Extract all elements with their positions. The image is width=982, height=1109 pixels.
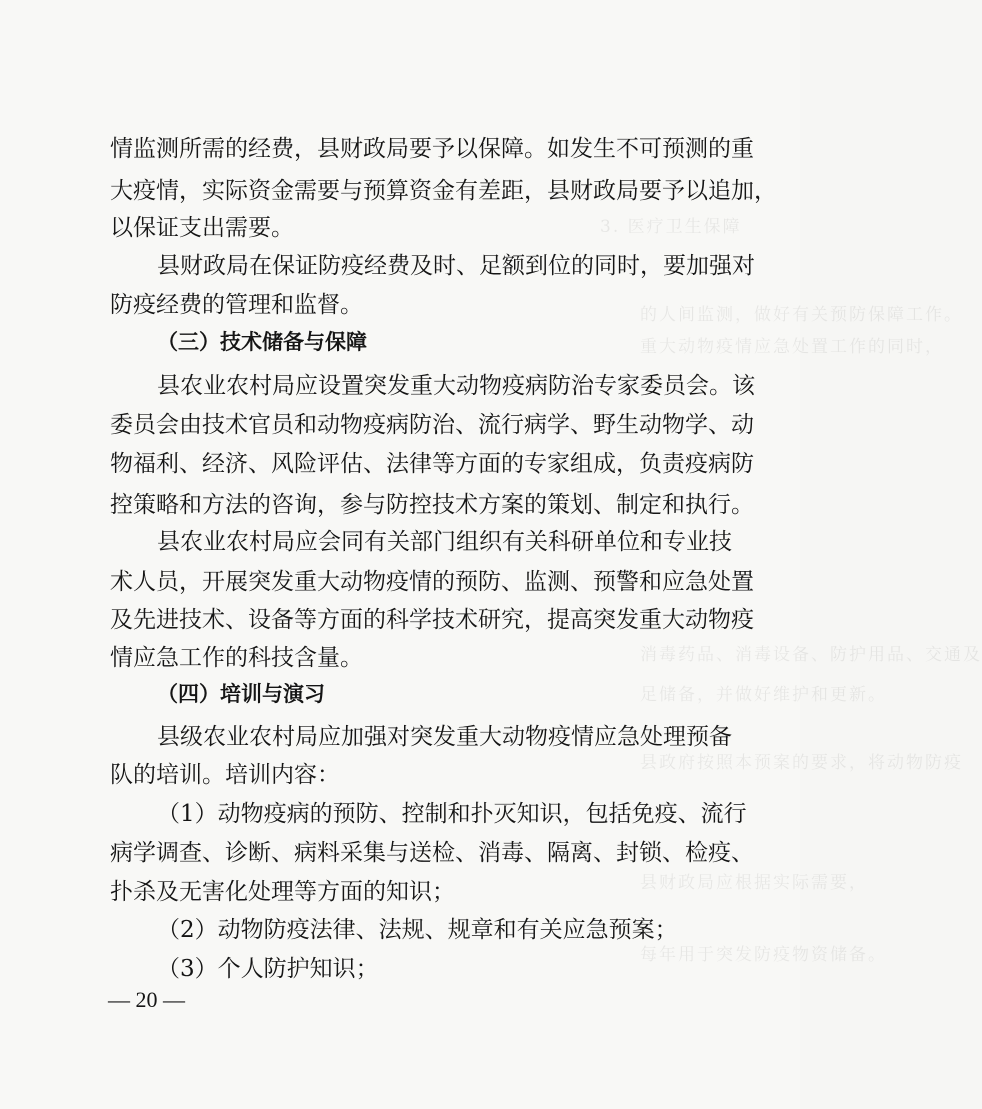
section-heading: （三）技术储备与保障 [157, 330, 367, 354]
bleed-through-text: 的人间监测，做好有关预防保障工作。 [640, 305, 963, 325]
body-line: 委员会由技术官员和动物疫病防治、流行病学、野生动物学、动 [110, 412, 754, 438]
bleed-through-text: 3. 医疗卫生保障 [600, 217, 742, 237]
body-line: 情应急工作的科技含量。 [110, 645, 363, 671]
body-line: 情监测所需的经费，县财政局要予以保障。如发生不可预测的重 [110, 136, 754, 162]
body-line: （3）个人防护知识； [157, 956, 379, 982]
section-heading: （四）培训与演习 [157, 682, 325, 706]
page-number: — 20 — [108, 987, 185, 1012]
bleed-through-text: 足储备，并做好维护和更新。 [640, 685, 887, 705]
body-line: 县财政局在保证防疫经费及时、足额到位的同时，要加强对 [157, 253, 755, 279]
body-line: 以保证支出需要。 [110, 215, 294, 241]
body-line: 县农业农村局应设置突发重大动物疫病防治专家委员会。该 [157, 373, 755, 399]
body-line: 物福利、经济、风险评估、法律等方面的专家组成，负责疫病防 [110, 451, 754, 477]
body-line: 病学调查、诊断、病料采集与送检、消毒、隔离、封锁、检疫、 [110, 840, 754, 866]
bleed-through-text: 消毒药品、消毒设备、防护用品、交通及 [640, 645, 982, 665]
body-line: 术人员，开展突发重大动物疫情的预防、监测、预警和应急处置 [110, 569, 754, 595]
body-line: （1）动物疫病的预防、控制和扑灭知识，包括免疫、流行 [157, 801, 747, 827]
body-line: 控策略和方法的咨询，参与防控技术方案的策划、制定和执行。 [110, 492, 754, 518]
body-line: 县级农业农村局应加强对突发重大动物疫情应急处理预备 [157, 724, 732, 750]
bleed-through-text: 重大动物疫情应急处置工作的同时， [640, 337, 944, 357]
body-line: 扑杀及无害化处理等方面的知识； [110, 879, 455, 905]
body-line: 防疫经费的管理和监督。 [110, 292, 363, 318]
body-line: 及先进技术、设备等方面的科学技术研究，提高突发重大动物疫 [110, 607, 754, 633]
body-line: 大疫情，实际资金需要与预算资金有差距，县财政局要予以追加， [110, 178, 777, 204]
body-line: （2）动物防疫法律、法规、规章和有关应急预案； [157, 917, 678, 943]
body-line: 队的培训。培训内容： [110, 762, 340, 788]
bleed-through-text: 县政府按照本预案的要求，将动物防疫 [640, 753, 963, 773]
bleed-through-text: 县财政局应根据实际需要， [640, 873, 868, 893]
body-line: 县农业农村局应会同有关部门组织有关科研单位和专业技 [157, 529, 732, 555]
bleed-through-text: 每年用于突发防疫物资储备。 [640, 945, 887, 965]
